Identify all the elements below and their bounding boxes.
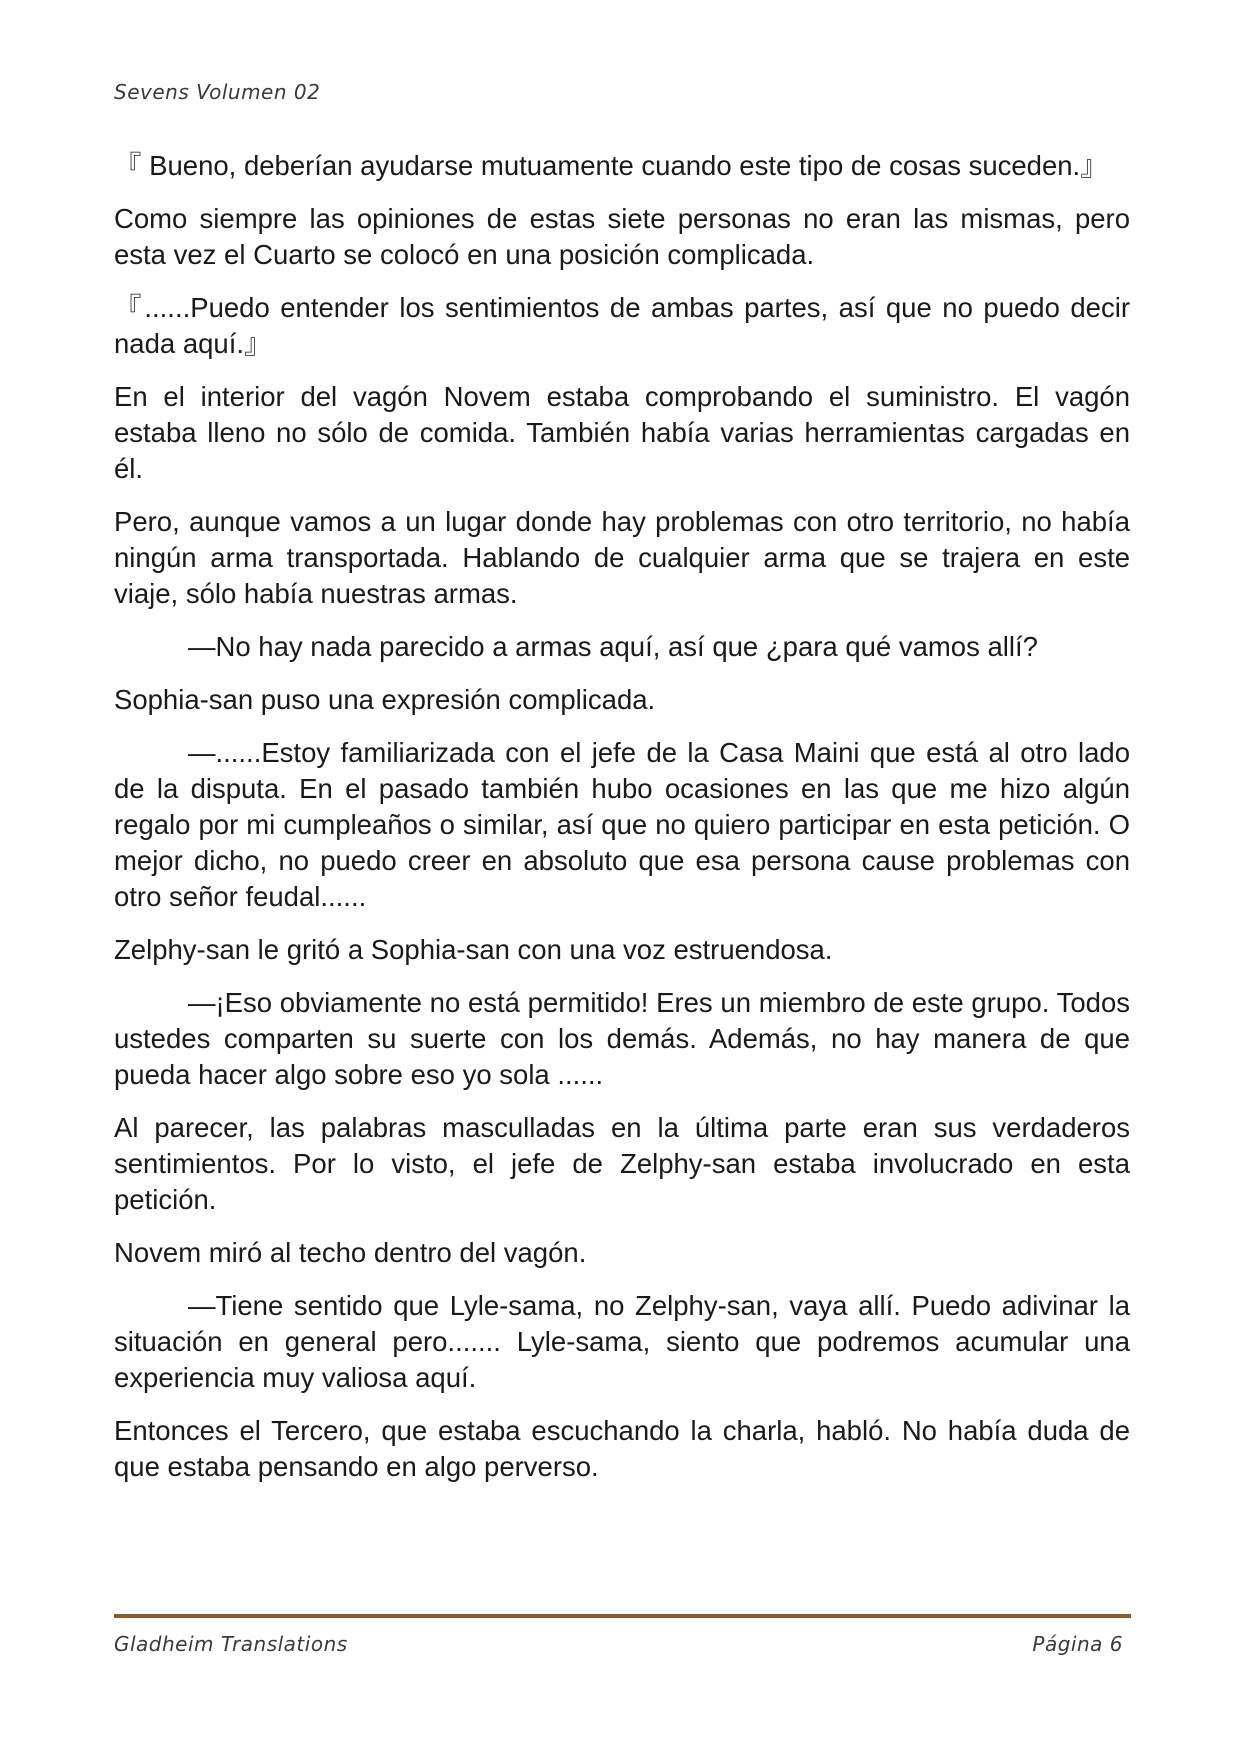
paragraph: Entonces el Tercero, que estaba escuchando la charla, habló. No había duda de que estaba pensando en algo perverso. [114, 1415, 1130, 1482]
paragraph: Al parecer, las palabras masculladas en la última parte eran sus verdaderos sentimientos. Por lo visto, el jefe de Zelphy-san estaba involucrado en esta petición. [114, 1112, 1130, 1215]
paragraph: Pero, aunque vamos a un lugar donde hay problemas con otro territorio, no había ningún arma transportada. Hablando de cualquier arma que se trajera en este viaje, sólo había nuestras armas. [114, 506, 1130, 609]
document-body [114, 148, 1130, 1502]
dialogue-paragraph: —......Estoy familiarizada con el jefe de la Casa Maini que está al otro lado de la disputa. En el pasado también hubo ocasiones en las que me hizo algún regalo por mi cumpleaños o similar, así que no quiero participar en esta petición. O mejor dicho, no puedo creer en absoluto que esa persona cause problemas con otro señor feudal...... [114, 737, 1130, 912]
dialogue-paragraph: —No hay nada parecido a armas aquí, así que ¿para qué vamos allí? [188, 631, 1038, 662]
footer-divider [114, 1614, 1131, 1618]
paragraph: Novem miró al techo dentro del vagón. [114, 1237, 587, 1268]
dialogue-paragraph: —Tiene sentido que Lyle-sama, no Zelphy-san, vaya allí. Puedo adivinar la situación en general pero....... Lyle-sama, siento que podremos acumular una experiencia muy valiosa aquí. [114, 1290, 1130, 1393]
page-header-title: Sevens Volumen 02 [114, 80, 321, 104]
paragraph: 『......Puedo entender los sentimientos de ambas partes, así que no puedo decir nada aquí.』 [114, 292, 1130, 359]
footer-page-number: Página 6 [1032, 1632, 1123, 1656]
dialogue-paragraph: —¡Eso obviamente no está permitido! Eres un miembro de este grupo. Todos ustedes comparten su suerte con los demás. Además, no hay manera de que pueda hacer algo sobre eso yo sola ...... [114, 987, 1130, 1090]
paragraph: En el interior del vagón Novem estaba comprobando el suministro. El vagón estaba lleno no sólo de comida. También había varias herramientas cargadas en él. [114, 381, 1130, 484]
paragraph: Sophia-san puso una expresión complicada. [114, 684, 656, 715]
footer-publisher: Gladheim Translations [114, 1632, 348, 1656]
paragraph: 『 Bueno, deberían ayudarse mutuamente cuando este tipo de cosas suceden.』 [114, 150, 1108, 181]
paragraph: Como siempre las opiniones de estas siete personas no eran las mismas, pero esta vez el Cuarto se colocó en una posición complicada. [114, 203, 1130, 270]
paragraph: Zelphy-san le gritó a Sophia-san con una voz estruendosa. [114, 934, 833, 965]
